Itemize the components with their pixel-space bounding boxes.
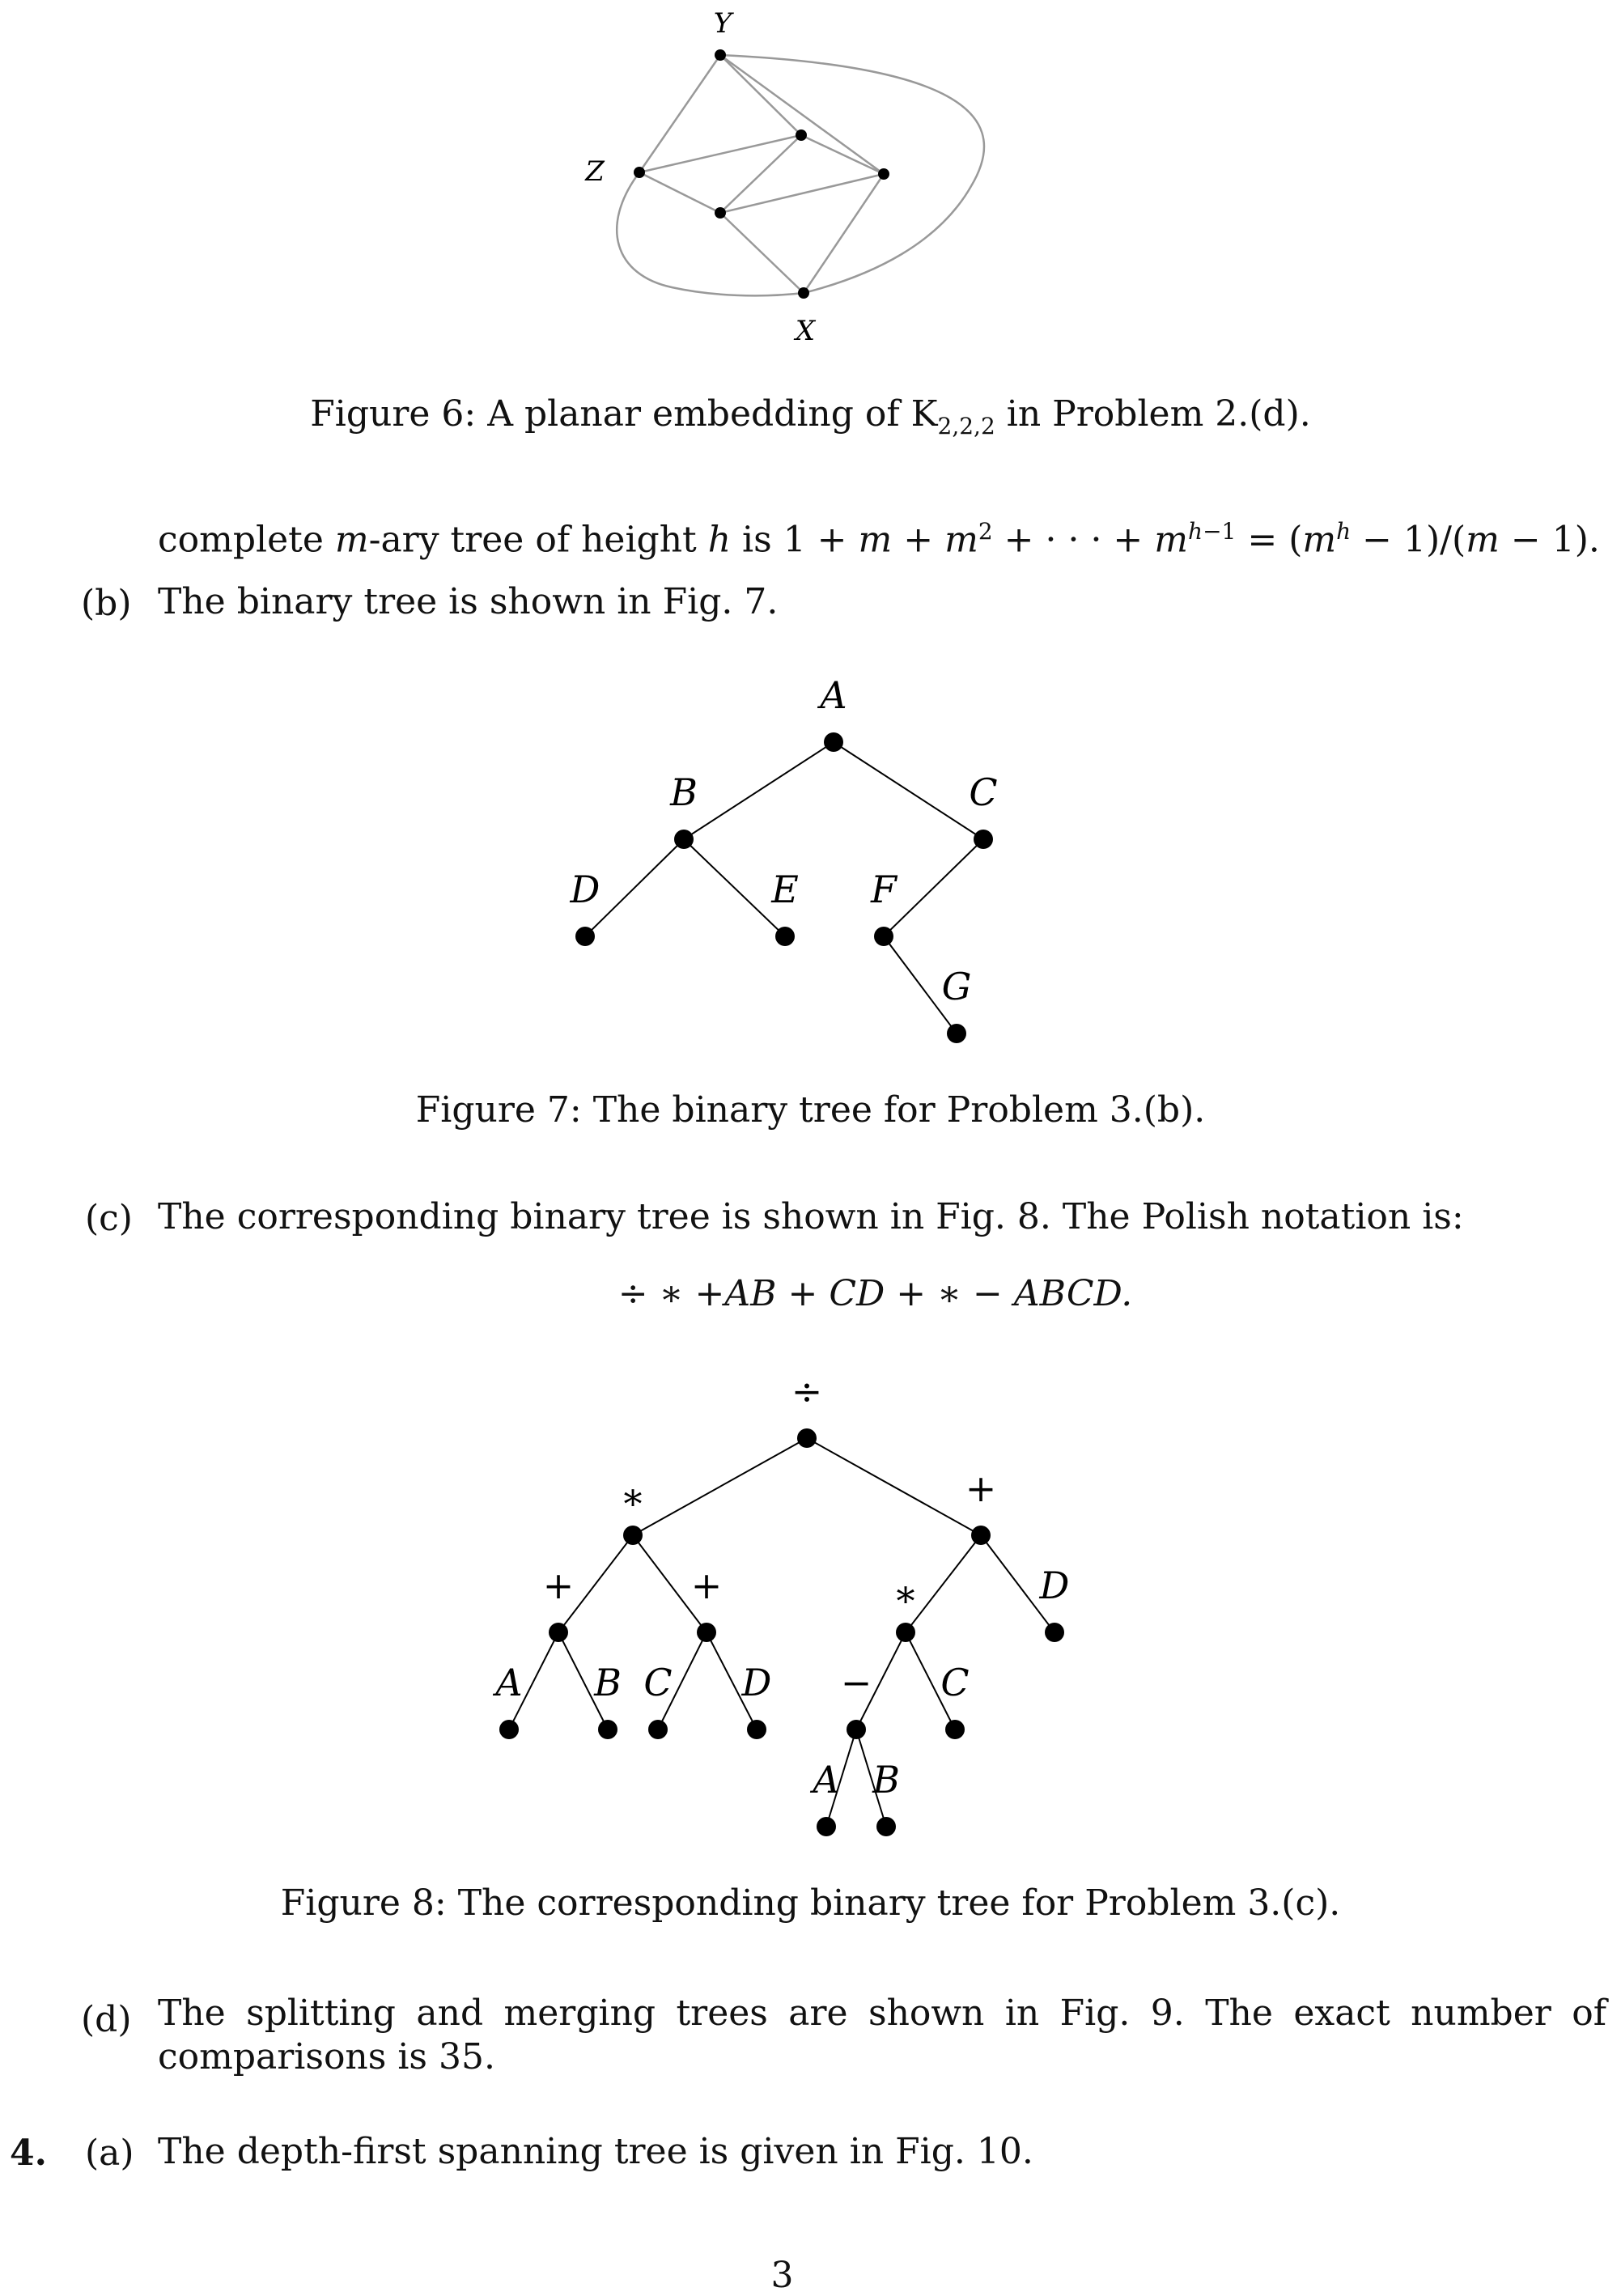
node-plus	[549, 1623, 568, 1642]
edge	[720, 55, 801, 135]
node-g	[947, 1024, 966, 1043]
item-4a-marker: (a)	[85, 2133, 134, 2174]
node-d	[1045, 1623, 1064, 1642]
edge-curve-z-x	[617, 172, 804, 295]
vertex	[878, 168, 889, 180]
op-plus: +	[542, 1564, 575, 1607]
node-minus	[847, 1720, 866, 1739]
label-g: G	[941, 965, 972, 1008]
edge	[720, 213, 804, 293]
edge	[639, 172, 720, 213]
text: -ary tree of height	[368, 519, 708, 561]
node-div	[797, 1428, 817, 1448]
edge	[720, 55, 884, 174]
node-mul	[896, 1623, 915, 1642]
figure-6-graph	[0, 0, 1621, 356]
node-mul	[623, 1526, 643, 1545]
vertex-z	[634, 167, 645, 178]
item-b-marker: (b)	[81, 583, 132, 624]
op-mul: ∗	[893, 1572, 919, 1615]
edge	[684, 839, 785, 936]
figure-6-caption	[0, 393, 1621, 439]
node-e	[775, 927, 795, 946]
edge	[720, 174, 884, 213]
op-mul: ∗	[620, 1475, 646, 1518]
edge	[884, 839, 983, 936]
node-a	[817, 1817, 836, 1836]
label-b: B	[670, 770, 698, 814]
leaf-b: B	[872, 1758, 900, 1802]
node-a	[499, 1720, 519, 1739]
node-plus	[971, 1526, 991, 1545]
edge	[684, 742, 834, 839]
edge	[834, 742, 983, 839]
node-plus	[697, 1623, 716, 1642]
var-m: m	[334, 519, 369, 561]
node-c	[648, 1720, 668, 1739]
item-4a-text: The depth-first spanning tree is given in Fig. 10.	[158, 2131, 1033, 2172]
caption-sub: 2,2,2	[937, 412, 995, 439]
figure-7	[0, 672, 1621, 1052]
item-d-line2: comparisons is 35.	[158, 2035, 495, 2077]
item-c-text: The corresponding binary tree is shown in Fig. 8. The Polish notation is:	[158, 1196, 1464, 1237]
edge	[720, 135, 801, 213]
var-h: h	[707, 519, 732, 561]
node-b	[598, 1720, 617, 1739]
label-z: Z	[585, 155, 605, 188]
leaf-c: C	[643, 1661, 673, 1704]
item-d-marker: (d)	[81, 1999, 132, 2040]
vertex	[715, 207, 726, 219]
edge	[804, 174, 884, 293]
label-y: Y	[713, 7, 732, 40]
node-d	[747, 1720, 766, 1739]
node-c	[974, 830, 993, 849]
leaf-d: D	[741, 1661, 772, 1704]
vertex	[796, 129, 807, 141]
item-d-text	[158, 1988, 1606, 2082]
problem-3a-continuation: complete m-ary tree of height h is $1 + m + m^2$ + · · · + $m^{h-1} = (m^h - 1)/(m - 1)$.	[158, 518, 1600, 561]
polish-notation: ÷ ∗ +AB + CD + ∗ − ABCD.	[617, 1273, 1133, 1314]
op-plus: +	[965, 1466, 997, 1510]
edge	[807, 1438, 981, 1535]
leaf-a: A	[495, 1661, 523, 1704]
node-f	[874, 927, 893, 946]
caption-text: Figure 6: A planar embedding of K	[310, 393, 938, 435]
edge	[639, 55, 720, 172]
node-c	[945, 1720, 965, 1739]
edge	[633, 1438, 807, 1535]
label-e: E	[771, 868, 799, 911]
label-x: X	[795, 315, 816, 347]
item-d-line1: The splitting and merging trees are shown in Fig. 9. The exact number of	[158, 1993, 1606, 2034]
op-plus: +	[690, 1564, 723, 1607]
op-div: ÷	[791, 1369, 823, 1413]
label-d: D	[570, 868, 600, 911]
node-b	[876, 1817, 896, 1836]
figure-6	[0, 0, 1621, 356]
node-b	[674, 830, 694, 849]
vertex-y	[715, 49, 726, 61]
caption-end: in Problem 2.(d).	[995, 393, 1311, 435]
text: is 1 +	[731, 519, 859, 561]
figure-8	[0, 1368, 1621, 1845]
node-a	[824, 732, 843, 752]
page-number: 3	[770, 2255, 794, 2296]
leaf-c: C	[940, 1661, 970, 1704]
edge	[801, 135, 884, 174]
item-b-text: The binary tree is shown in Fig. 7.	[158, 581, 779, 622]
op-minus: −	[840, 1661, 872, 1704]
label-c: C	[969, 770, 998, 814]
text: complete	[158, 519, 335, 561]
leaf-d: D	[1039, 1564, 1070, 1607]
leaf-a: A	[813, 1758, 840, 1802]
leaf-b: B	[594, 1661, 622, 1704]
figure-8-caption: Figure 8: The corresponding binary tree for Problem 3.(c).	[280, 1882, 1341, 1924]
label-f: F	[871, 868, 897, 911]
figure-7-tree	[0, 672, 1621, 1052]
problem-4-number: 4.	[10, 2133, 47, 2174]
vertex-x	[798, 287, 809, 299]
label-a: A	[820, 673, 847, 717]
item-c-marker: (c)	[85, 1198, 133, 1239]
edge	[639, 135, 801, 172]
node-d	[575, 927, 595, 946]
figure-8-tree	[0, 1368, 1621, 1845]
figure-7-caption: Figure 7: The binary tree for Problem 3.(b).	[415, 1089, 1206, 1131]
